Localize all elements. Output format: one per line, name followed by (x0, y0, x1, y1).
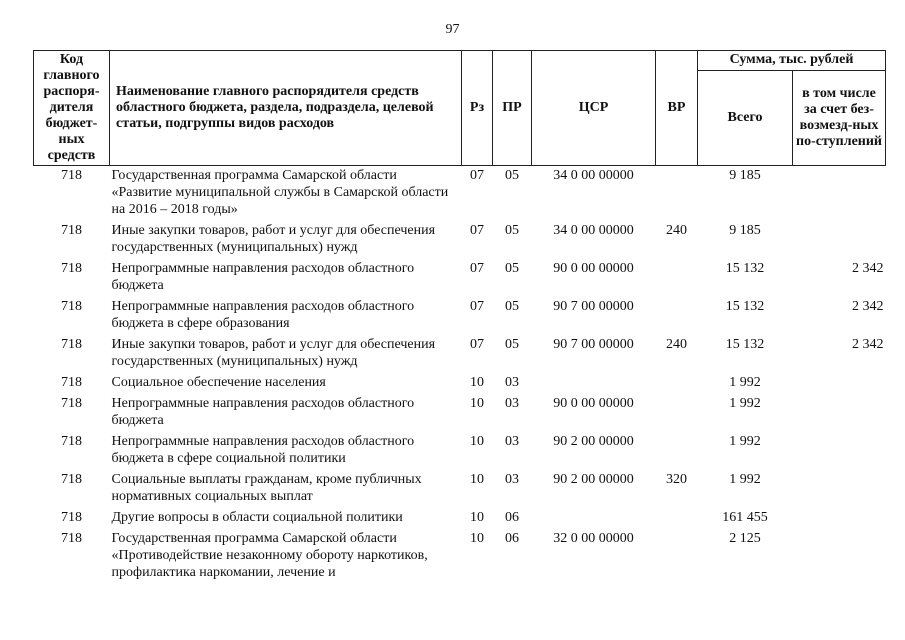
header-csr: ЦСР (532, 51, 656, 166)
cell-code: 718 (61, 261, 82, 276)
cell-vr (656, 526, 698, 581)
cell-pr: 06 (505, 531, 519, 546)
cell-csr: 90 7 00 00000 (553, 337, 634, 352)
page-number: 97 (445, 22, 460, 37)
cell-pr: 03 (505, 472, 519, 487)
cell-free (793, 429, 886, 467)
cell-rz: 07 (470, 223, 484, 238)
cell-name: Государственная программа Самарской области «Развитие муниципальной службы в Самарской области на 2016 – 2018 годы» (111, 168, 449, 217)
cell-name: Непрограммные направления расходов областного бюджета в сфере социальной политики (111, 434, 415, 466)
cell-vr (656, 391, 698, 429)
table-row (34, 505, 886, 526)
budget-table (33, 50, 886, 581)
cell-pr: 05 (505, 299, 519, 314)
cell-csr: 32 0 00 00000 (553, 531, 634, 546)
cell-vr (656, 505, 698, 526)
table-row (34, 370, 886, 391)
cell-vr (656, 370, 698, 391)
cell-csr: 90 0 00 00000 (553, 396, 634, 411)
cell-code: 718 (61, 396, 82, 411)
cell-csr: 90 0 00 00000 (553, 261, 634, 276)
cell-name: Социальные выплаты гражданам, кроме публичных нормативных социальных выплат (111, 472, 422, 504)
cell-rz: 10 (470, 472, 484, 487)
cell-pr: 05 (505, 261, 519, 276)
cell-pr: 05 (505, 337, 519, 352)
cell-rz: 10 (470, 510, 484, 525)
cell-total: 1 992 (729, 396, 761, 411)
cell-rz: 10 (470, 375, 484, 390)
cell-csr: 34 0 00 00000 (553, 168, 634, 183)
cell-name: Непрограммные направления расходов областного бюджета в сфере образования (111, 299, 415, 331)
cell-rz: 07 (470, 168, 484, 183)
cell-csr: 90 7 00 00000 (553, 299, 634, 314)
cell-pr: 03 (505, 434, 519, 449)
cell-free (793, 467, 886, 505)
cell-total: 9 185 (729, 223, 761, 238)
cell-name: Другие вопросы в области социальной политики (111, 510, 403, 525)
table-row (34, 467, 886, 505)
cell-rz: 10 (470, 434, 484, 449)
cell-total: 15 132 (725, 337, 765, 352)
cell-csr (532, 505, 656, 526)
cell-total: 1 992 (729, 434, 761, 449)
cell-free (793, 370, 886, 391)
cell-pr: 03 (505, 375, 519, 390)
cell-code: 718 (61, 299, 82, 314)
cell-pr: 06 (505, 510, 519, 525)
cell-name: Государственная программа Самарской области «Противодействие незаконному обороту наркотиков, профилактика наркомании, лечение и (111, 531, 428, 580)
cell-name: Непрограммные направления расходов областного бюджета (111, 261, 415, 293)
cell-total: 161 455 (722, 510, 768, 525)
table-body (34, 166, 886, 582)
cell-code: 718 (61, 510, 82, 525)
cell-vr (656, 256, 698, 294)
cell-code: 718 (61, 168, 82, 183)
cell-free (793, 505, 886, 526)
cell-name: Иные закупки товаров, работ и услуг для обеспечения государственных (муниципальных) нужд (111, 337, 436, 369)
cell-code: 718 (61, 434, 82, 449)
table-row (34, 218, 886, 256)
table-header (34, 51, 886, 166)
cell-name: Социальное обеспечение населения (111, 375, 326, 390)
cell-csr: 34 0 00 00000 (553, 223, 634, 238)
cell-total: 15 132 (725, 299, 765, 314)
cell-free: 2 342 (852, 337, 884, 352)
cell-vr (656, 166, 698, 219)
cell-code: 718 (61, 223, 82, 238)
cell-csr: 90 2 00 00000 (553, 472, 634, 487)
cell-pr: 03 (505, 396, 519, 411)
cell-free (793, 391, 886, 429)
cell-free (793, 166, 886, 219)
cell-rz: 07 (470, 337, 484, 352)
header-free: в том числе за счет без-возмезд-ных по-ступлений (793, 70, 886, 165)
table-row (34, 429, 886, 467)
cell-code: 718 (61, 531, 82, 546)
cell-code: 718 (61, 337, 82, 352)
cell-free (793, 526, 886, 581)
cell-pr: 05 (505, 168, 519, 183)
table-row (34, 391, 886, 429)
cell-code: 718 (61, 472, 82, 487)
cell-vr (656, 429, 698, 467)
cell-total: 1 992 (729, 375, 761, 390)
cell-name: Непрограммные направления расходов областного бюджета (111, 396, 415, 428)
cell-total: 15 132 (725, 261, 765, 276)
cell-rz: 10 (470, 396, 484, 411)
table-row (34, 294, 886, 332)
table-row (34, 166, 886, 219)
cell-name: Иные закупки товаров, работ и услуг для обеспечения государственных (муниципальных) нужд (111, 223, 436, 255)
header-rz: Рз (462, 51, 493, 166)
cell-free: 2 342 (852, 261, 884, 276)
cell-pr: 05 (505, 223, 519, 238)
header-total: Всего (698, 70, 793, 165)
cell-total: 1 992 (729, 472, 761, 487)
header-name: Наименование главного распорядителя средств областного бюджета, раздела, подраздела, целевой статьи, подгруппы видов расходов (110, 51, 462, 166)
table-row (34, 256, 886, 294)
cell-csr (532, 370, 656, 391)
cell-free (793, 218, 886, 256)
cell-rz: 10 (470, 531, 484, 546)
table-row (34, 526, 886, 581)
cell-rz: 07 (470, 261, 484, 276)
table-row (34, 332, 886, 370)
cell-free: 2 342 (852, 299, 884, 314)
cell-total: 2 125 (729, 531, 761, 546)
header-code: Код главного распоря-дителя бюджет-ных средств (34, 51, 110, 166)
header-vr: ВР (656, 51, 698, 166)
cell-vr: 240 (666, 223, 687, 238)
cell-csr: 90 2 00 00000 (553, 434, 634, 449)
cell-vr: 240 (666, 337, 687, 352)
cell-total: 9 185 (729, 168, 761, 183)
header-pr: ПР (493, 51, 532, 166)
cell-rz: 07 (470, 299, 484, 314)
cell-code: 718 (61, 375, 82, 390)
header-sum: Сумма, тыс. рублей (698, 51, 886, 71)
cell-vr (656, 294, 698, 332)
cell-vr: 320 (666, 472, 687, 487)
